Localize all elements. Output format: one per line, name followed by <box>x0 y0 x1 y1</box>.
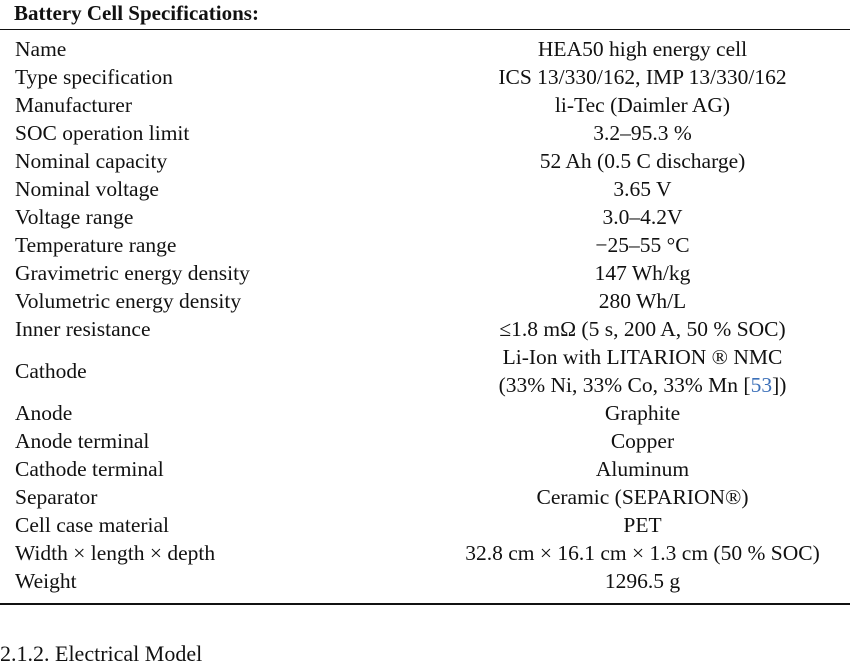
citation-link[interactable]: 53 <box>750 373 773 397</box>
spec-value: 52 Ah (0.5 C discharge) <box>539 149 746 173</box>
table-row <box>0 147 850 175</box>
spec-value: Copper <box>610 429 675 453</box>
spec-value: Ceramic (SEPARION®) <box>536 485 749 509</box>
table-row <box>0 35 850 63</box>
spec-label: Gravimetric energy density <box>15 261 250 285</box>
cathode-value-line-2 <box>435 371 850 399</box>
spec-value: ICS 13/330/162, IMP 13/330/162 <box>498 65 787 89</box>
spec-value: 32.8 cm × 16.1 cm × 1.3 cm (50 % SOC) <box>465 541 820 565</box>
spec-value: PET <box>623 513 662 537</box>
spec-value: 280 Wh/L <box>598 289 687 313</box>
cathode-composition: (33% Ni, 33% Co, 33% Mn [ <box>498 373 751 397</box>
spec-label: Cathode <box>15 359 87 383</box>
table-row <box>0 343 850 399</box>
spec-value: 3.2–95.3 % <box>593 121 692 145</box>
table-row <box>0 455 850 483</box>
spec-value: Aluminum <box>595 457 690 481</box>
spec-label: SOC operation limit <box>15 121 190 145</box>
spec-value: −25–55 °C <box>595 233 690 257</box>
spec-value: 3.0–4.2V <box>602 205 683 229</box>
spec-value: ≤1.8 mΩ (5 s, 200 A, 50 % SOC) <box>499 317 786 341</box>
table-row <box>0 511 850 539</box>
table-row <box>0 175 850 203</box>
table-top-rule <box>0 29 850 30</box>
spec-value <box>435 343 850 399</box>
table-caption: Battery Cell Specifications: <box>14 1 259 25</box>
spec-label: Nominal capacity <box>15 149 168 173</box>
spec-label: Volumetric energy density <box>15 289 242 313</box>
table-row <box>0 427 850 455</box>
spec-label: Type specification <box>15 65 173 89</box>
spec-value: 1296.5 g <box>604 569 681 593</box>
spec-value: 3.65 V <box>613 177 672 201</box>
spec-label: Cell case material <box>15 513 170 537</box>
table-row <box>0 119 850 147</box>
table-row <box>0 91 850 119</box>
table-row <box>0 63 850 91</box>
spec-label: Width × length × depth <box>15 541 216 565</box>
spec-label: Inner resistance <box>15 317 151 341</box>
table-bottom-rule <box>0 603 850 605</box>
spec-value: li-Tec (Daimler AG) <box>554 93 731 117</box>
section-heading: 2.1.2. Electrical Model <box>0 641 203 666</box>
table-row <box>0 203 850 231</box>
table-row <box>0 287 850 315</box>
table-row <box>0 315 850 343</box>
cathode-composition-close: ]) <box>772 373 787 397</box>
spec-label: Cathode terminal <box>15 457 164 481</box>
battery-spec-table <box>0 35 850 595</box>
spec-label: Manufacturer <box>15 93 132 117</box>
spec-value: 147 Wh/kg <box>594 261 691 285</box>
spec-label: Voltage range <box>15 205 134 229</box>
spec-label: Anode <box>15 401 73 425</box>
spec-label: Temperature range <box>15 233 177 257</box>
table-row <box>0 539 850 567</box>
spec-value: HEA50 high energy cell <box>537 37 748 61</box>
table-row <box>0 567 850 595</box>
table-row <box>0 231 850 259</box>
spec-value: Graphite <box>604 401 681 425</box>
cathode-value-line-1: Li-Ion with LITARION ® NMC <box>502 345 783 369</box>
spec-label: Nominal voltage <box>15 177 159 201</box>
spec-label: Anode terminal <box>15 429 150 453</box>
spec-label: Name <box>15 37 67 61</box>
spec-label: Separator <box>15 485 98 509</box>
table-row <box>0 483 850 511</box>
table-row <box>0 399 850 427</box>
table-row <box>0 259 850 287</box>
spec-label: Weight <box>15 569 77 593</box>
